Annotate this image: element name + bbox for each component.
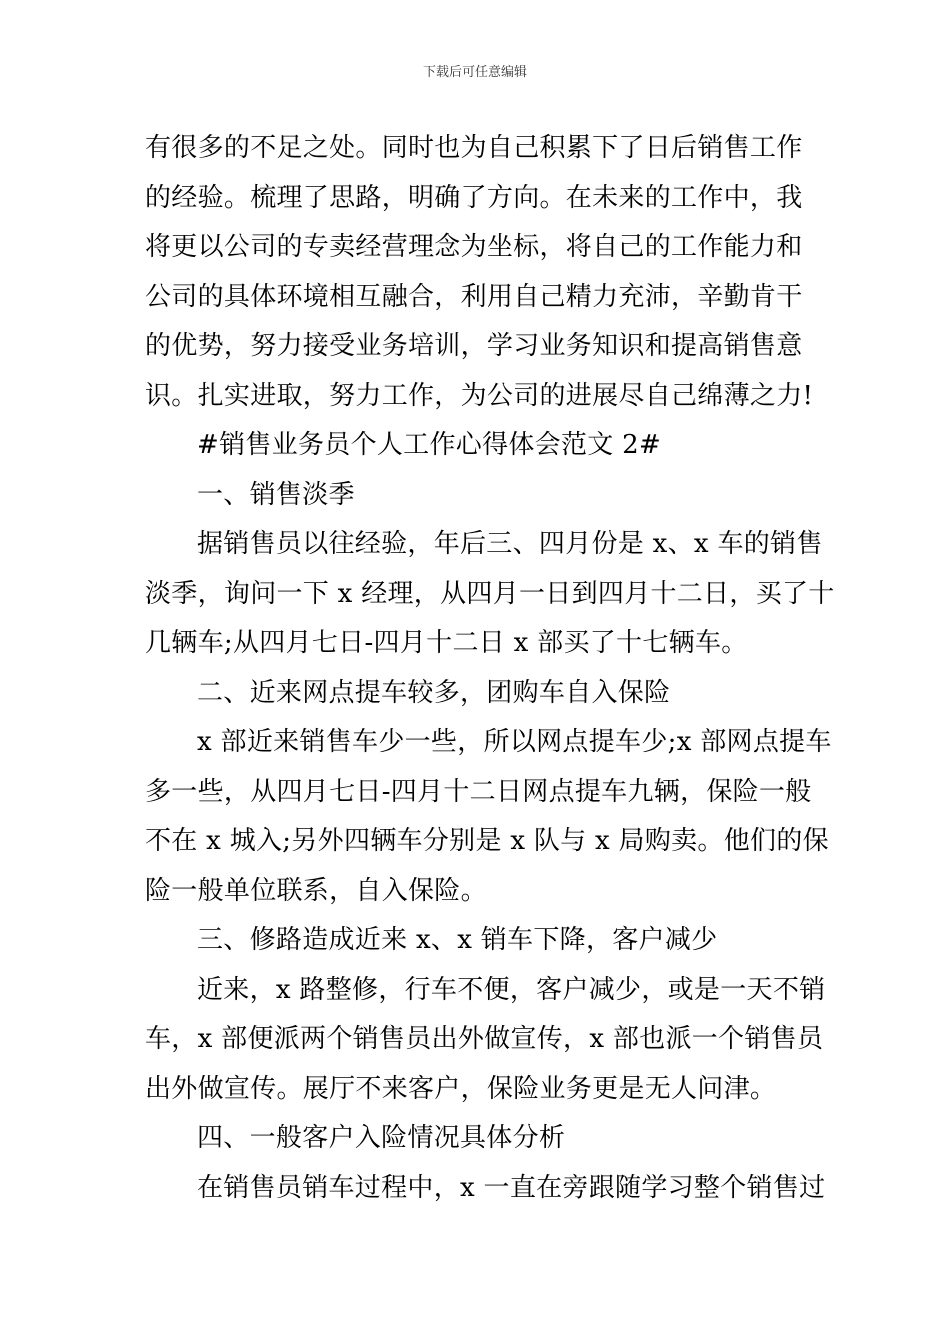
- text-line: 的经验。梳理了思路，明确了方向。在未来的工作中，我: [145, 182, 803, 213]
- text-line: 几辆车;从四月七日-四月十二日 x 部买了十七辆车。: [145, 628, 748, 658]
- text-line: 有很多的不足之处。同时也为自己积累下了日后销售工作: [145, 133, 803, 163]
- section-heading: #销售业务员个人工作心得体会范文 2#: [197, 430, 662, 460]
- text-line: 不在 x 城入;另外四辆车分别是 x 队与 x 局购卖。他们的保: [145, 826, 829, 856]
- text-line: 险一般单位联系，自入保险。: [145, 875, 487, 906]
- text-line: 据销售员以往经验，年后三、四月份是 x、x 车的销售: [197, 529, 823, 559]
- text-line: 出外做宣传。展厅不来客户，保险业务更是无人问津。: [145, 1073, 777, 1104]
- document-body: [145, 124, 835, 1213]
- section-heading: 一、销售淡季: [197, 479, 355, 510]
- text-line: 车，x 部便派两个销售员出外做宣传，x 部也派一个销售员: [145, 1024, 824, 1054]
- text-line: 在销售员销车过程中，x 一直在旁跟随学习整个销售过: [197, 1172, 826, 1203]
- text-line: 的优势，努力接受业务培训，学习业务知识和提高销售意: [145, 331, 803, 361]
- section-heading: 三、修路造成近来 x、x 销车下降，客户减少: [197, 925, 718, 955]
- text-line: x 部近来销售车少一些，所以网点提车少;x 部网点提车: [197, 727, 832, 757]
- page-header: 下载后可任意编辑: [422, 65, 527, 80]
- text-line: 公司的具体环境相互融合，利用自己精力充沛，辛勤肯干: [145, 281, 803, 312]
- text-line: 淡季，询问一下 x 经理，从四月一日到四月十二日，买了十: [145, 578, 835, 609]
- text-line: 将更以公司的专卖经营理念为坐标，将自己的工作能力和: [145, 232, 803, 262]
- text-line: 识。扎实进取，努力工作，为公司的进展尽自己绵薄之力!: [145, 380, 814, 411]
- section-heading: 四、一般客户入险情况具体分析: [197, 1123, 566, 1153]
- section-heading: 二、近来网点提车较多，团购车自入保险: [197, 677, 671, 708]
- text-line: 近来，x 路整修，行车不便，客户减少，或是一天不销: [197, 974, 826, 1005]
- text-line: 多一些，从四月七日-四月十二日网点提车九辆，保险一般: [145, 776, 812, 807]
